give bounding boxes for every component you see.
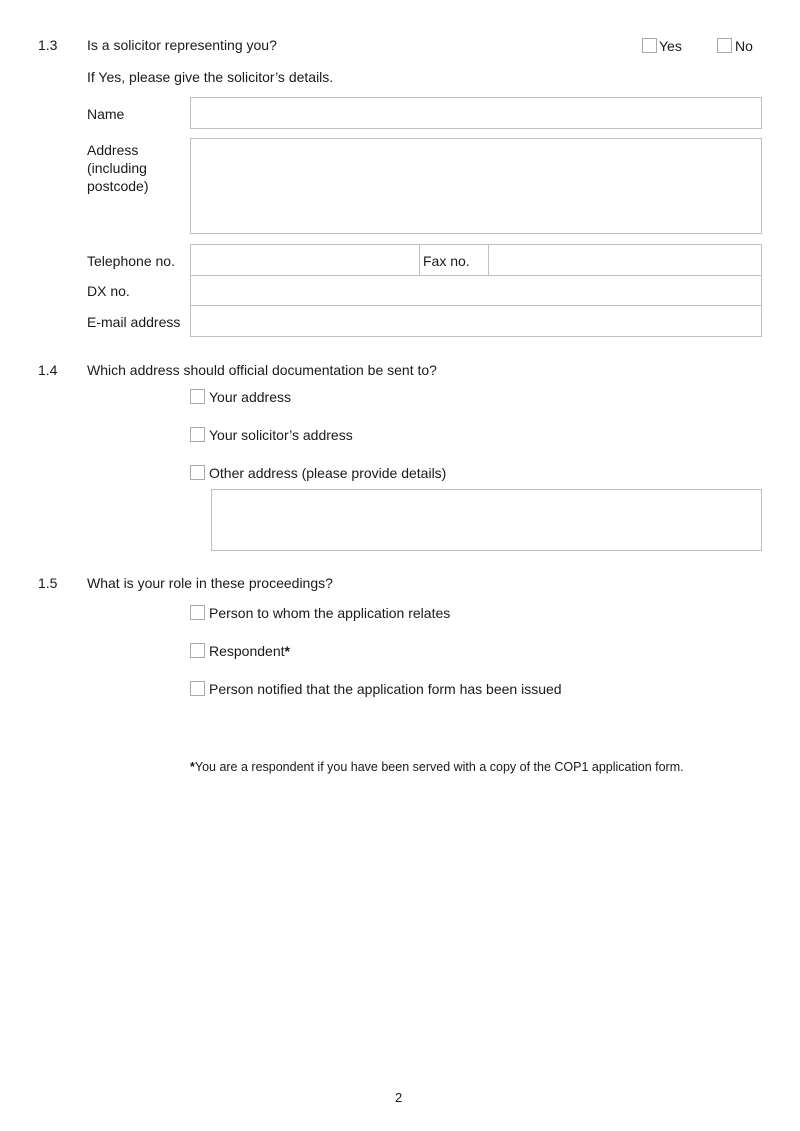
question-number-1-5: 1.5 xyxy=(38,575,58,591)
question-1-4-text: Which address should official documentation be sent to? xyxy=(87,362,437,378)
fax-field[interactable] xyxy=(488,244,762,276)
footnote-asterisk: * xyxy=(190,760,195,774)
fax-label: Fax no. xyxy=(423,253,470,269)
solicitor-instruction: If Yes, please give the solicitor’s details. xyxy=(87,69,334,85)
respondent-option xyxy=(209,643,290,659)
yes-checkbox[interactable] xyxy=(642,38,657,53)
telephone-field[interactable] xyxy=(190,244,420,276)
person-relates-checkbox[interactable] xyxy=(190,605,205,620)
solicitor-address-field[interactable] xyxy=(190,138,762,234)
person-relates-label: Person to whom the application relates xyxy=(209,605,451,621)
solicitor-name-field[interactable] xyxy=(190,97,762,129)
dx-label: DX no. xyxy=(87,283,130,299)
respondent-label: Respondent xyxy=(209,643,285,659)
address-label-line-1: Address xyxy=(87,142,139,158)
name-label: Name xyxy=(87,106,125,122)
question-number-1-4: 1.4 xyxy=(38,362,58,378)
respondent-checkbox[interactable] xyxy=(190,643,205,658)
person-notified-label: Person notified that the application form has been issued xyxy=(209,681,562,697)
footnote-text: You are a respondent if you have been served with a copy of the COP1 application form. xyxy=(194,760,684,774)
no-checkbox[interactable] xyxy=(717,38,732,53)
yes-label: Yes xyxy=(659,38,682,54)
person-notified-checkbox[interactable] xyxy=(190,681,205,696)
your-address-checkbox[interactable] xyxy=(190,389,205,404)
your-address-label: Your address xyxy=(209,389,291,405)
address-label-line-2: (including xyxy=(87,160,147,176)
respondent-asterisk: * xyxy=(284,643,290,659)
email-label: E-mail address xyxy=(87,314,181,330)
other-address-label: Other address (please provide details) xyxy=(209,465,447,481)
solicitor-address-checkbox[interactable] xyxy=(190,427,205,442)
no-label: No xyxy=(735,38,753,54)
email-field[interactable] xyxy=(190,305,762,337)
dx-field[interactable] xyxy=(190,275,762,306)
solicitor-address-label: Your solicitor’s address xyxy=(209,427,353,443)
respondent-footnote xyxy=(190,760,684,774)
question-number-1-3: 1.3 xyxy=(38,37,58,53)
page-number: 2 xyxy=(395,1090,403,1105)
other-address-field[interactable] xyxy=(211,489,762,551)
address-label-line-3: postcode) xyxy=(87,178,149,194)
question-1-3-text: Is a solicitor representing you? xyxy=(87,37,277,53)
other-address-checkbox[interactable] xyxy=(190,465,205,480)
question-1-5-text: What is your role in these proceedings? xyxy=(87,575,333,591)
telephone-label: Telephone no. xyxy=(87,253,175,269)
